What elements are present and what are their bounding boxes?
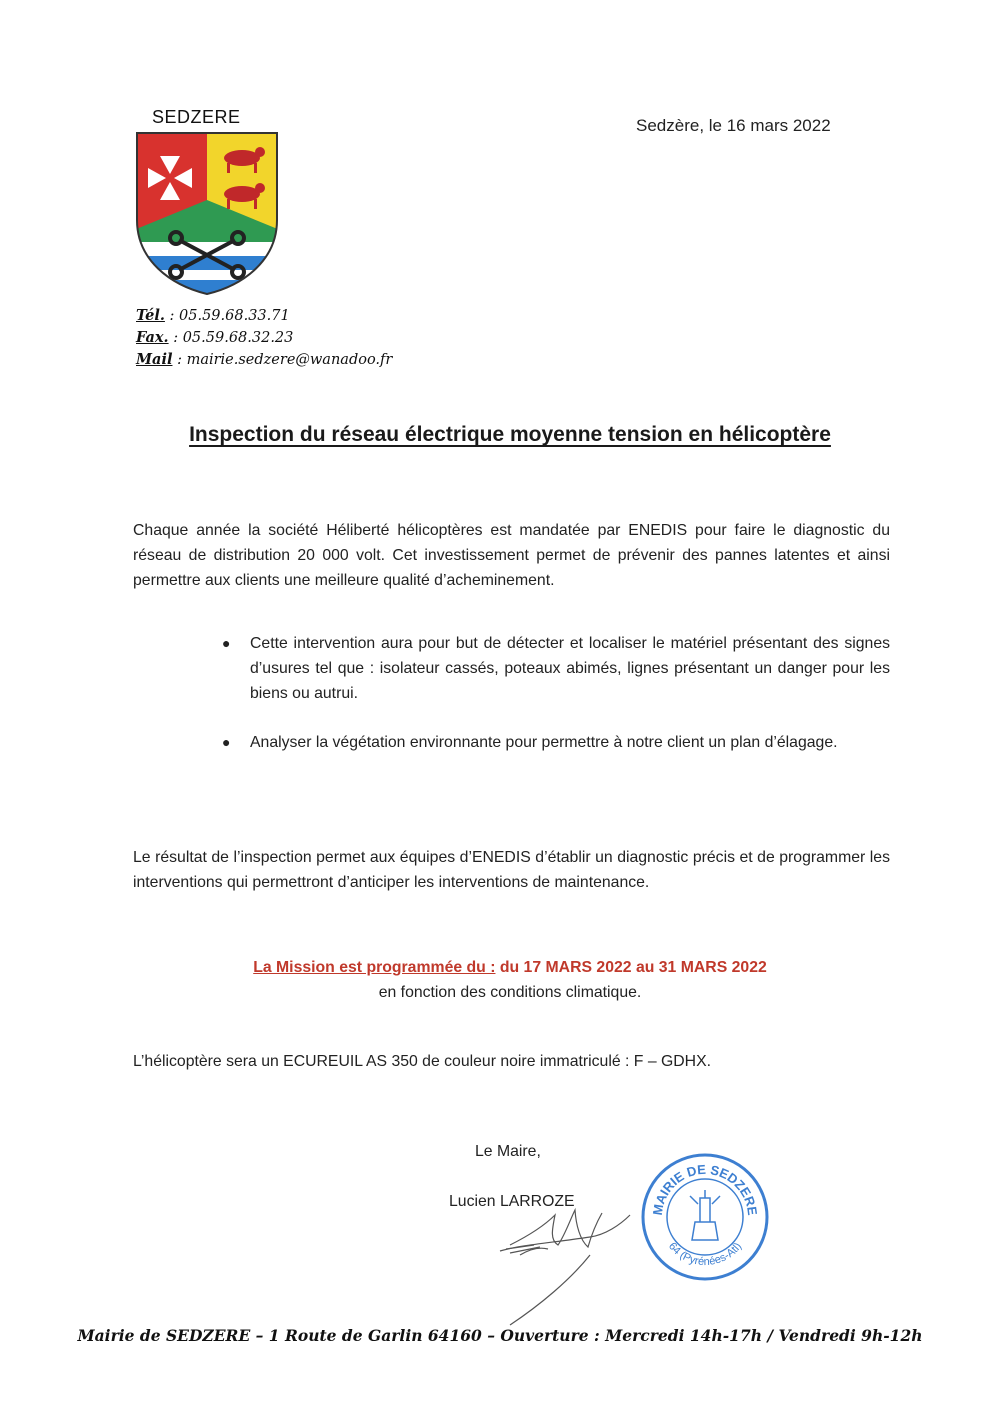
coat-of-arms-icon <box>134 130 280 296</box>
phone-number: : 05.59.68.33.71 <box>164 308 290 324</box>
mail-label: Mail <box>136 351 173 368</box>
bullet-icon: ● <box>222 734 231 750</box>
letter-date: Sedzère, le 16 mars 2022 <box>636 116 831 135</box>
fax-line <box>136 327 392 349</box>
document-title-text: Inspection du réseau électrique moyenne tension en hélicoptère <box>189 423 831 446</box>
document-title <box>100 423 920 447</box>
phone-line <box>136 305 392 327</box>
bullet-list <box>222 631 890 779</box>
helicopter-info: L’hélicoptère sera un ECUREUIL AS 350 de couleur noire immatriculé : F – GDHX. <box>133 1053 712 1070</box>
intro-paragraph: Chaque année la société Héliberté hélicoptères est mandatée par ENEDIS pour faire le diagnostic du réseau de distribution 20 000 volt. Cet investissement permet de prévenir des pannes latentes et ainsi permettre aux clients une meilleure qualité d’acheminement. <box>133 522 890 589</box>
mission-lead: La Mission est programmée du : <box>253 959 496 976</box>
footer-address: Mairie de SEDZERE – 1 Route de Garlin 64160 – Ouverture : Mercredi 14h-17h / Vendredi 9h-12h <box>77 1326 923 1345</box>
stamp-subtext: 64 (Pyrénées-Atl) <box>665 1240 745 1269</box>
list-item-text: Analyser la végétation environnante pour permettre à notre client un plan d’élagage. <box>250 734 838 751</box>
stamp-text: MAIRIE DE SEDZERE <box>649 1161 761 1217</box>
town-name: SEDZERE <box>152 107 241 127</box>
svg-text:64 (Pyrénées-Atl) <box>666 1240 744 1268</box>
contact-block <box>136 305 392 371</box>
list-item <box>222 730 890 755</box>
phone-label: Tél. <box>136 307 165 324</box>
mail-address: : mairie.sedzere@wanadoo.fr <box>172 352 393 368</box>
fax-number: : 05.59.68.32.23 <box>168 330 294 346</box>
mission-note: en fonction des conditions climatique. <box>378 984 642 1001</box>
result-paragraph: Le résultat de l’inspection permet aux équipes d’ENEDIS d’établir un diagnostic précis et de programmer les interventions qui permettront d’anticiper les interventions de maintenance. <box>133 849 890 891</box>
bullet-icon: ● <box>222 635 231 651</box>
signoff-role: Le Maire, <box>475 1143 541 1160</box>
list-item <box>222 631 890 706</box>
signoff-name: Lucien LARROZE <box>449 1193 575 1210</box>
handwritten-signature <box>480 1185 650 1335</box>
mail-line <box>136 349 392 371</box>
mission-dates <box>100 959 920 977</box>
mission-period: du 17 MARS 2022 au 31 MARS 2022 <box>495 959 767 976</box>
fax-label: Fax. <box>136 329 169 346</box>
list-item-text: Cette intervention aura pour but de détecter et localiser le matériel présentant des signes d’usures tel que : isolateur cassés, poteaux abimés, lignes présentant un danger pour les biens ou autrui. <box>250 635 890 702</box>
town-hall-stamp <box>640 1152 770 1282</box>
